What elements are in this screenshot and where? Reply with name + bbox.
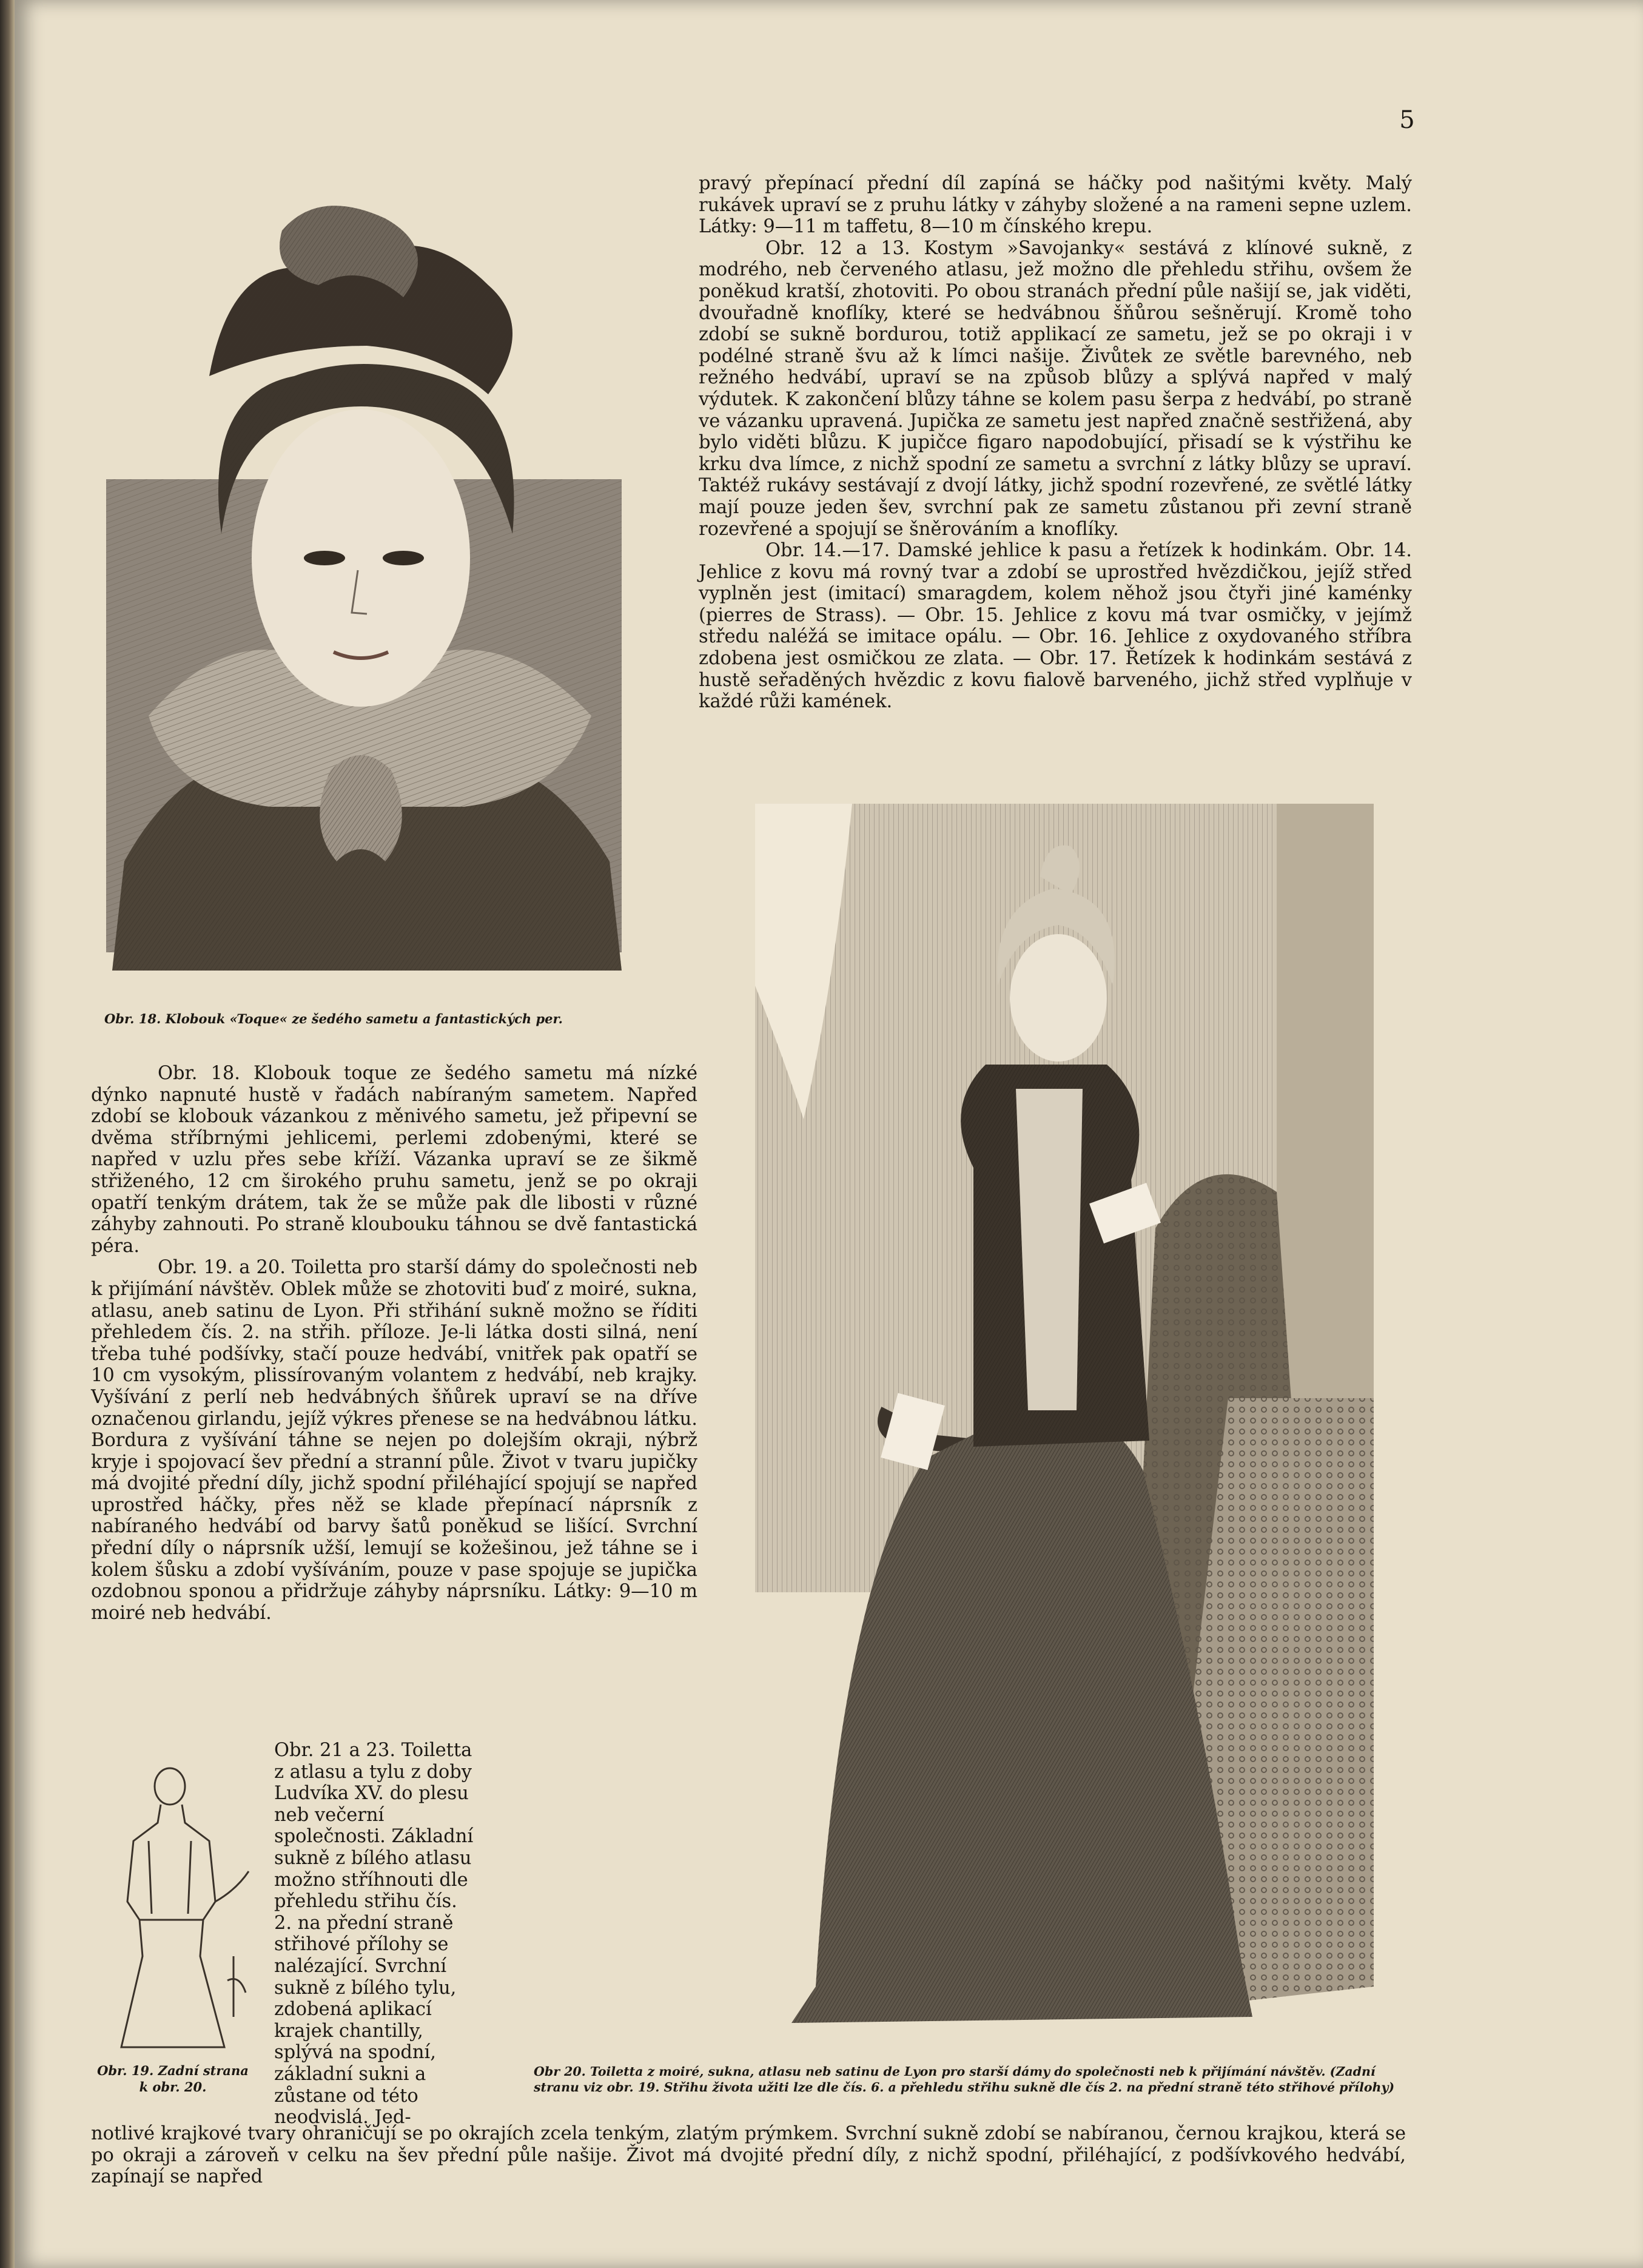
right-column-text [699,173,1412,713]
figure-19-caption-line-1: Obr. 19. Zadní strana [97,2063,249,2078]
figure-20-caption: Obr 20. Toiletta z moiré, sukna, atlasu neb satinu de Lyon pro starší dámy do společnosti neb k přijímání návštěv. (Zadní stranu viz obr. 19. Střihu života užiti lze dle čís. 6. a přehledu střihu sukně dle čís 2. na přední straně této střihové přílohy) [534,2064,1395,2095]
figure-19-caption-line-2: k obr. 20. [139,2079,207,2095]
paragraph: pravý přepínací přední díl zapíná se háčky pod našitými květy. Malý rukávek upraví se z pruhu látky v záhyby složené a na rameni sepne uzlem. Látky: 9—11 m taffetu, 8—10 m čínského krepu. [699,173,1412,238]
figure-18-caption: Obr. 18. Klobouk «Toque« ze šedého sametu a fantastických per. [104,1011,563,1026]
book-spine [0,0,15,2268]
paragraph: Obr. 18. Klobouk toque ze šedého sametu má nízké dýnko napnuté hustě v řadách nabíraným sametem. Napřed zdobí se klobouk vázankou z měnivého sametu, jež připevní se dvěma stříbrnými jehlicemi, perlemi zdobenými, které se napřed v uzlu přes sebe kříží. Vázanka upraví se ze šikmě střiženého, 12 cm širokého pruhu sametu, jenž se po okraji opatří tenkým drátem, tak že se může pak dle libosti v různé záhyby zahnouti. Po straně kloubouku táhnou se dvě fantastická péra. [91,1063,697,1257]
figure-20-seated-lady [549,804,1380,2047]
page-number: 5 [1399,106,1415,134]
paragraph: Obr. 19. a 20. Toiletta pro starší dámy do společnosti neb k přijímání návštěv. Oblek může se zhotoviti buď z moiré, sukna, atlasu, aneb satinu de Lyon. Při střihání sukně možno se říditi přehledem čís. 2. na střih. příloze. Je-li látka dosti silná, není třeba tuhé podšívky, stačí pouze hedvábí, vnitřek pak opatří se 10 cm vysokým, plissírovaným volantem z hedvábí, neb krajky. Vyšívání z perlí neb hedvábných šňůrek upraví se na dříve označenou girlandu, jejíž výkres přenese se na hedvábnou látku. Bordura z vyšívání táhne se nejen po dolejším okraji, nýbrž kryje i spojovací šev přední a stranní půle. Život v tvaru jupičky má dvojité přední díly, jichž spodní přiléhající spojují se napřed uprostřed háčky, přes něž se klade přepínací náprsník z nabíraného hedvábí od barvy šatů poněkud se lišící. Svrchní přední díly o náprsník užší, lemují se kožešinou, jež táhne se i kolem šůsku a zdobí vyšíváním, pouze v pase spojuje se jupička ozdobnou sponou a přidržuje záhyby náprsníku. Látky: 9—10 m moiré neb hedvábí. [91,1257,697,1624]
paragraph: Obr. 14.—17. Damské jehlice k pasu a řetízek k hodinkám. Obr. 14. Jehlice z kovu má rovný tvar a zdobí se uprostřed hvězdičkou, jejíž střed vyplněn jest (imitací) smaragdem, kolem něhož jsou čtyři jiné kaménky (pierres de Strass). — Obr. 15. Jehlice z kovu má tvar osmičky, v jejímž středu naléžá se imitace opálu. — Obr. 16. Jehlice z oxydovaného stříbra zdobena jest osmičkou ze zlata. — Obr. 17. Řetízek k hodinkám sestává z hustě seřaděných hvězdic z kovu fialově barveného, jichž střed vyplňuje v každé růži kamének. [699,540,1412,713]
paragraph: Obr. 12 a 13. Kostym »Savojanky« sestává z klínové sukně, z modrého, neb červeného atlasu, jež možno dle přehledu střihu, ovšem že poněkud kratší, zhotoviti. Po obou stranách přední půle našijí se, jak viděti, dvouřadně knoflíky, které se hedvábnou šňůrou sešněrují. Kromě toho zdobí se sukně bordurou, totiž applikací ze sametu, jež se po okraji i v podélné straně švu až k límci našije. Živůtek ze světle barevného, neb režného hedvábí, upraví se na způsob blůzy a splývá napřed v malý výdutek. K zakončení blůzy táhne se kolem pasu šerpa z hedvábí, po straně ve vázanku upravená. Jupička ze sametu jest napřed značně sestřižená, aby bylo viděti blůzu. K jupičce figaro napodobující, přisadí se k výstřihu ke krku dva límce, z nichž spodní ze sametu a svrchní z látky blůzy se upraví. Taktéž rukávy sestávají z dvojí látky, jichž spodní rozevřené, ze světlé látky mají pouze jeden šev, svrchní pak ze sametu zůstanou při zevní straně rozevřené a spojují se šněrováním a knoflíky. [699,237,1412,540]
figure-19-caption [85,2062,261,2095]
seated-lady-illustration [549,804,1380,2047]
back-view-sketch [97,1762,261,2065]
narrow-column-text: Obr. 21 a 23. Toiletta z atlasu a tylu z doby Ludvíka XV. do plesu neb večerní společnosti. Základní sukně z bílého atlasu možno stříhnouti dle přehledu střihu čís. 2. na přední straně střihové přílohy se nalézající. Svrchní sukně z bílého tylu, zdobená aplikací krajek chantilly, splývá na spodní, základní sukni a zůstane od této neodvislá. Jed- [274,1740,474,2128]
bottom-text: notlivé krajkové tvary ohraničují se po okrajích zcela tenkým, zlatým prýmkem. Svrchní sukně zdobí se nabíranou, černou krajkou, která se po okraji a zároveň v celku na šev přední půle našije. Život má dvojité přední díly, z nichž spodní, přiléhající, z podšívkového hedvábí, zapínají se napřed [91,2123,1406,2188]
figure-19-back-view [97,1762,261,2065]
